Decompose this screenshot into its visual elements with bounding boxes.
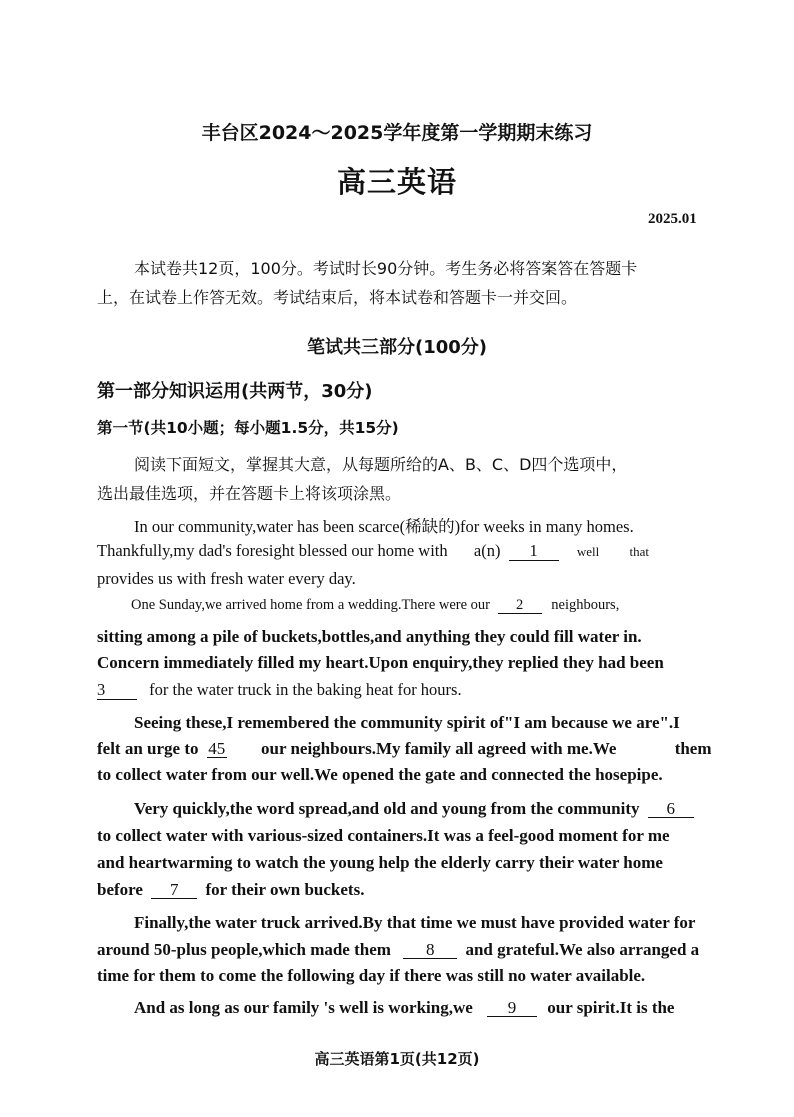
text-span: for their own buckets. <box>205 880 365 899</box>
text-span: One Sunday,we arrived home from a wedding.There were our <box>131 597 491 613</box>
passage-p1-line-2 <box>97 541 649 561</box>
blank-6: 6 <box>648 800 694 818</box>
section1-heading: 第一节(共10小题；每小题1.5分，共15分) <box>97 419 399 437</box>
instruction-line-1: 阅读下面短文，掌握其大意，从每题所给的A、B、C、D四个选项中， <box>134 455 628 474</box>
passage-p6-line-1 <box>134 998 674 1018</box>
blank-1: 1 <box>509 543 559 561</box>
passage-p4-line-4 <box>97 880 364 900</box>
passage-p4-line-3: and heartwarming to watch the young help the elderly carry their water home <box>97 853 663 872</box>
text-span: And as long as our family 's well is working,we <box>134 998 473 1017</box>
text-span: a(n) <box>473 541 501 560</box>
text-span: well <box>576 544 600 559</box>
passage-p2-line-4 <box>97 680 462 700</box>
intro-line-1: 本试卷共12页，100分。考试时长90分钟。考生务必将答案答在答题卡 <box>134 259 638 278</box>
passage-p5-line-2 <box>97 940 699 960</box>
blank-2: 2 <box>498 598 542 614</box>
subject-title: 高三英语 <box>336 165 457 199</box>
passage-p3-line-3: to collect water from our well.We opened the gate and connected the hosepipe. <box>97 765 663 784</box>
passage-p5-line-3: time for them to come the following day if there was still no water available. <box>97 966 646 985</box>
text-span: before <box>97 880 143 899</box>
page-footer: 高三英语第1页(共12页) <box>314 1050 480 1068</box>
passage-p2-line-3: Concern immediately filled my heart.Upon enquiry,they replied they had been <box>97 653 664 672</box>
passage-p4-line-1 <box>134 799 694 819</box>
blank-3: 3 <box>97 682 137 700</box>
blank-4-5: 45 <box>208 739 226 758</box>
blank-9: 9 <box>487 999 537 1017</box>
blank-8: 8 <box>403 941 457 959</box>
text-span: and grateful.We also arranged a <box>465 940 700 959</box>
intro-line-2: 上，在试卷上作答无效。考试结束后，将本试卷和答题卡一并交回。 <box>97 288 578 307</box>
instruction-line-2: 选出最佳选项，并在答题卡上将该项涂黑。 <box>97 484 402 503</box>
blank-7: 7 <box>151 881 197 899</box>
text-span: neighbours, <box>551 597 620 613</box>
exam-title: 丰台区2024～2025学年度第一学期期末练习 <box>201 122 593 144</box>
text-span: felt an urge to <box>97 739 199 758</box>
passage-p2-line-2: sitting among a pile of buckets,bottles,and anything they could fill water in. <box>97 627 642 646</box>
text-span: our spirit.It is the <box>547 998 675 1017</box>
text-span: them <box>674 739 712 758</box>
text-span: Thankfully,my dad's foresight blessed our home with <box>97 541 448 560</box>
passage-p3-line-2 <box>97 739 712 759</box>
passage-p2-line-1 <box>131 597 619 614</box>
passage-p5-line-1: Finally,the water truck arrived.By that time we must have provided water for <box>134 913 696 932</box>
exam-heading: 笔试共三部分(100分) <box>306 337 488 358</box>
text-span: Very quickly,the word spread,and old and young from the community <box>134 799 640 818</box>
exam-date: 2025.01 <box>648 211 697 227</box>
text-span: that <box>629 544 649 559</box>
part1-heading: 第一部分知识运用(共两节，30分) <box>97 381 373 402</box>
text-span: around 50-plus people,which made them <box>97 940 391 959</box>
text-span: for the water truck in the baking heat for hours. <box>149 680 462 699</box>
passage-p3-line-1: Seeing these,I remembered the community spirit of"I am because we are".I <box>134 713 680 732</box>
passage-p1-line-1: In our community,water has been scarce(稀缺的)for weeks in many homes. <box>134 517 634 536</box>
text-span: our neighbours.My family all agreed with me.We <box>261 739 617 758</box>
passage-p1-line-3: provides us with fresh water every day. <box>97 569 356 588</box>
passage-p4-line-2: to collect water with various-sized containers.It was a feel-good moment for me <box>97 826 670 845</box>
